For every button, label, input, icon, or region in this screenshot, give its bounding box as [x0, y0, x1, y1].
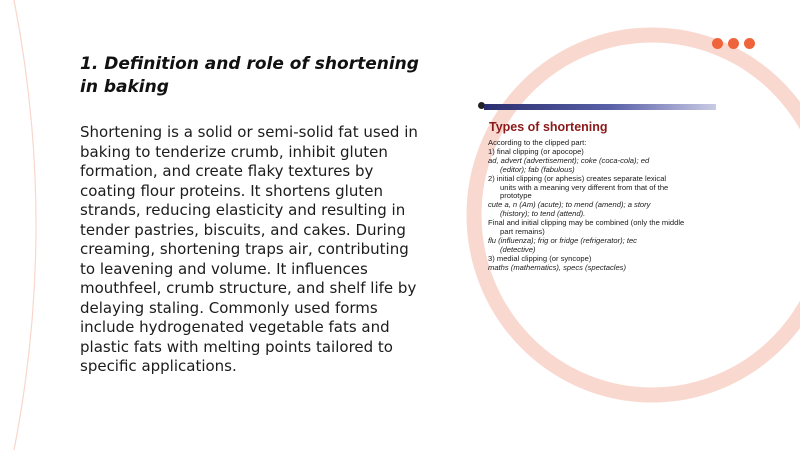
- inset-line: units with a meaning very different from that of the: [500, 182, 669, 192]
- inset-title: Types of shortening: [489, 120, 608, 134]
- inset-line: (editor); fab (fabulous): [500, 164, 575, 174]
- inset-line: maths (mathematics), specs (spectacles): [488, 262, 626, 272]
- inset-line: Final and initial clipping may be combined (only the middle: [488, 218, 685, 228]
- slide-body-text: Shortening is a solid or semi-solid fat used in baking to tenderize crumb, inhibit gluten formation, and create flaky textures by coating flour proteins. It shortens gluten strands, reducing elasticity and resulting in tender pastries, biscuits, and cakes. During creaming, shortening traps air, contributing to leavening and volume. It influences mouthfeel, crumb structure, and shelf life by delaying staling. Commonly used forms include hydrogenated vegetable fats and plastic fats with melting points tailored to specific applications.: [80, 123, 418, 375]
- inset-line: 1) final clipping (or apocope): [488, 146, 584, 156]
- inset-line: cute a, n (Am) (acute); to mend (amend); a story: [488, 200, 651, 210]
- inset-line: flu (influenza); frig or fridge (refrigerator); tec: [488, 235, 637, 245]
- accent-dots: [712, 38, 758, 52]
- accent-dot: [744, 38, 755, 49]
- inset-image-types-of-shortening: [478, 100, 718, 288]
- left-thin-arc: [14, 0, 36, 450]
- inset-line: (history); to tend (attend).: [500, 209, 586, 219]
- inset-header-bar: [484, 104, 716, 110]
- accent-dot: [728, 38, 739, 49]
- inset-line: According to the clipped part:: [488, 138, 587, 147]
- inset-line: prototype: [500, 191, 532, 201]
- inset-line: part remains): [500, 227, 545, 237]
- inset-line: ad, advert (advertisement); coke (coca-cola); ed: [488, 155, 650, 165]
- slide-heading: 1. Definition and role of shortening in baking: [80, 54, 419, 97]
- inset-line: (detective): [500, 244, 536, 254]
- accent-dot: [712, 38, 723, 49]
- inset-line: 2) initial clipping (or aphesis) creates separate lexical: [488, 173, 667, 183]
- inset-text-block: [488, 139, 723, 273]
- inset-line: 3) medial clipping (or syncope): [488, 253, 592, 263]
